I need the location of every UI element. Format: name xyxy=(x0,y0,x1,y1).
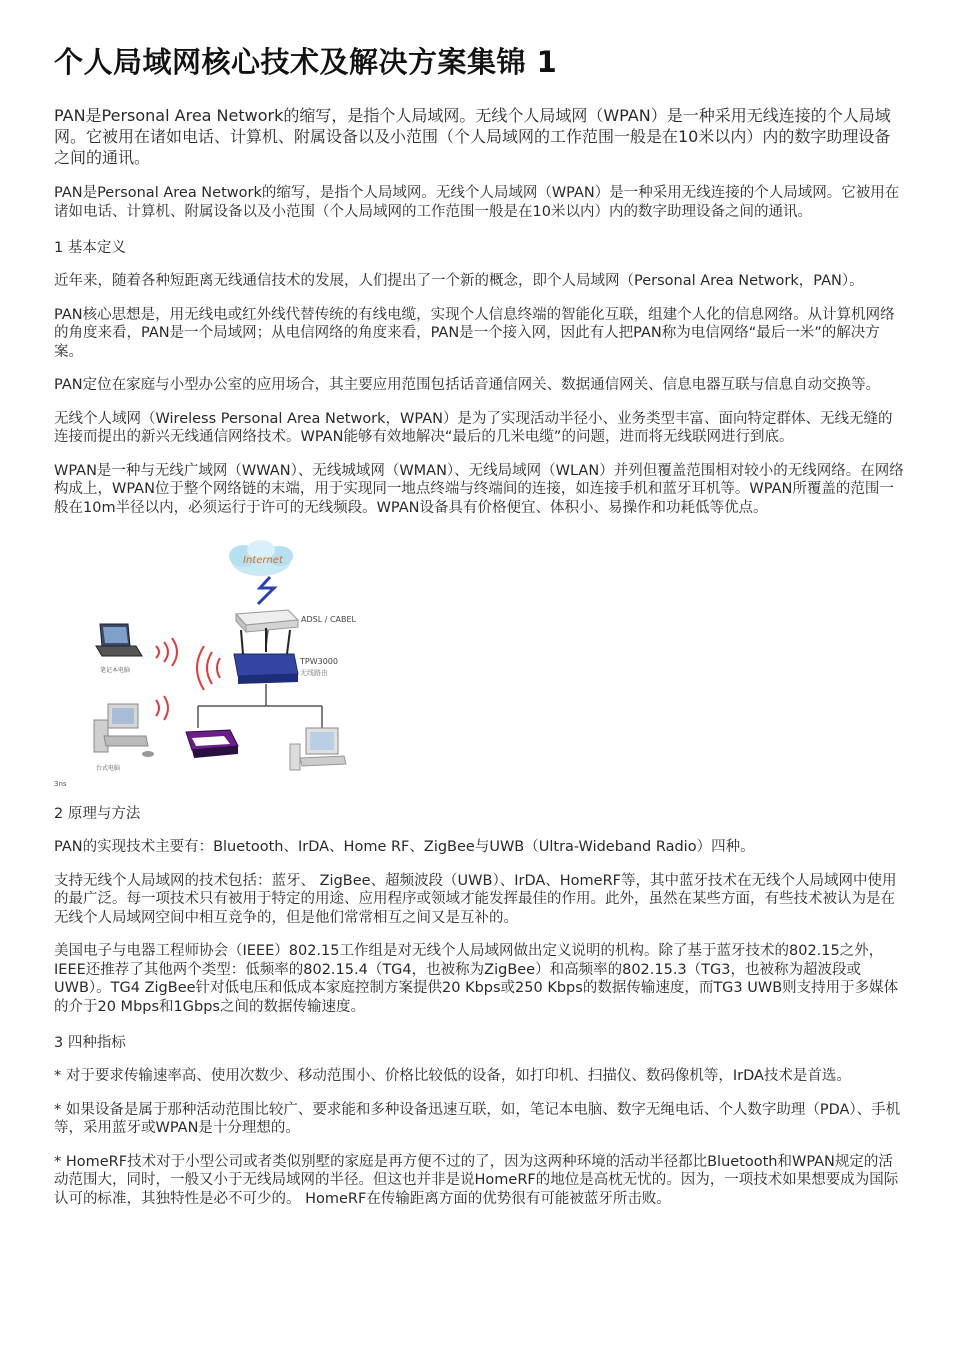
paragraph: 近年来，随着各种短距离无线通信技术的发展，人们提出了一个新的概念，即个人局域网（Personal Area Network，PAN）。 xyxy=(54,273,864,289)
paragraph: * HomeRF技术对于小型公司或者类似别墅的家庭是再方便不过的了，因为这两种环境的活动半径都比Bluetooth和WPAN规定的活动范围大，同时，一般又小于无线局域网的半径。但这也并非是说HomeRF的地位是高枕无忧的。因为，一项技术如果想要成为国际认可的标准，其独特性是必不可少的。 HomeRF在传输距离方面的优势很有可能被蓝牙所击败。 xyxy=(54,1153,899,1207)
section-heading-indicators: 3 四种指标 xyxy=(54,1035,126,1051)
paragraph: WPAN是一种与无线广域网（WWAN）、无线城域网（WMAN）、无线局域网（WLAN）并列但覆盖范围相对较小的无线网络。在网络构成上，WPAN位于整个网络链的末端，用于实现同一地点终端与终端间的连接，如连接手机和蓝牙耳机等。WPAN所覆盖的范围一般在10m半径以内，必须运行于许可的无线频段。WPAN设备具有价格便宜、体积小、易操作和功耗低等优点。 xyxy=(54,462,904,516)
network-diagram xyxy=(48,532,408,794)
paragraph: PAN核心思想是，用无线电或红外线代替传统的有线电缆，实现个人信息终端的智能化互联，组建个人化的信息网络。从计算机网络的角度来看，PAN是一个局域网；从电信网络的角度来看，PAN是一个接入网，因此有人把PAN称为电信网络“最后一米”的解决方案。 xyxy=(54,306,895,360)
paragraph: 支持无线个人局域网的技术包括：蓝牙、 ZigBee、超频波段（UWB）、IrDA、HomeRF等，其中蓝牙技术在无线个人局域网中使用的最广泛。每一项技术只有被用于特定的用途、应用程序或领域才能发挥最佳的作用。此外，虽然在某些方面，有些技术被认为是在无线个人局域网空间中相互竞争的，但是他们常常相互之间又是互补的。 xyxy=(54,872,897,926)
paragraph: * 对于要求传输速率高、使用次数少、移动范围小、价格比较低的设备，如打印机、扫描仪、数码像机等，IrDA技术是首选。 xyxy=(54,1068,851,1084)
desktop-computer-icon xyxy=(94,704,154,757)
paragraph: PAN的实现技术主要有：Bluetooth、IrDA、Home RF、ZigBee与UWB（Ultra-Wideband Radio）四种。 xyxy=(54,839,755,855)
wireless-wave-icon xyxy=(156,638,220,720)
paragraph: PAN定位在家庭与小型办公室的应用场合，其主要应用范围包括话音通信网关、数据通信网关、信息电器互联与信息自动交换等。 xyxy=(54,377,881,393)
laptop-label: 笔记本电脑 xyxy=(100,667,131,674)
document-page xyxy=(54,40,906,1223)
router-label: TPW3000 xyxy=(300,657,338,666)
intro-paragraph: PAN是Personal Area Network的缩写，是指个人局域网。无线个人局域网（WPAN）是一种采用无线连接的个人局域网。它被用在诸如电话、计算机、附属设备以及小范围（个人局域网的工作范围一般是在10米以内）内的数字助理设备之间的通讯。 xyxy=(54,185,900,220)
section-heading-principles: 2 原理与方法 xyxy=(54,806,141,822)
router-sublabel: 无线路由 xyxy=(300,669,328,677)
paragraph: * 如果设备是属于那种活动范围比较广、要求能和多种设备迅速互联，如，笔记本电脑、数字无绳电话、个人数字助理（PDA）、手机等，采用蓝牙或WPAN是十分理想的。 xyxy=(54,1101,901,1136)
workstation-icon xyxy=(290,728,346,770)
network-diagram-svg xyxy=(48,532,408,794)
figure-corner-mark: 3ns xyxy=(54,780,67,788)
printer-icon xyxy=(186,730,238,758)
wireless-router-icon xyxy=(234,628,298,684)
laptop-icon xyxy=(96,624,142,656)
document-title: 个人局域网核心技术及解决方案集锦 1 xyxy=(54,45,558,79)
internet-label: Internet xyxy=(243,555,283,566)
ethernet-cables xyxy=(198,684,322,728)
modem-label: ADSL / CABEL xyxy=(301,615,357,624)
paragraph: 无线个人域网（Wireless Personal Area Network，WPAN）是为了实现活动半径小、业务类型丰富、面向特定群体、无线无缝的连接而提出的新兴无线通信网络技术。WPAN能够有效地解决“最后的几米电缆”的问题，进而将无线联网进行到底。 xyxy=(54,410,893,445)
section-heading-definition: 1 基本定义 xyxy=(54,240,126,256)
lightning-bolt-icon xyxy=(258,577,274,604)
desktop-label: 台式电脑 xyxy=(96,765,121,772)
intro-lead-paragraph: PAN是Personal Area Network的缩写，是指个人局域网。无线个人局域网（WPAN）是一种采用无线连接的个人局域网。它被用在诸如电话、计算机、附属设备以及小范围（个人局域网的工作范围一般是在10米以内）内的数字助理设备之间的通讯。 xyxy=(54,106,891,167)
paragraph: 美国电子与电器工程师协会（IEEE）802.15工作组是对无线个人局域网做出定义说明的机构。除了基于蓝牙技术的802.15之外，IEEE还推荐了其他两个类型：低频率的802.15.4（TG4，也被称为ZigBee）和高频率的802.15.3（TG3，也被称为超波段或UWB）。TG4 ZigBee针对低电压和低成本家庭控制方案提供20 Kbps或250 Kbps的数据传输速度，而TG3 UWB则支持用于多媒体的介于20 Mbps和1Gbps之间的数据传输速度。 xyxy=(54,943,899,1015)
